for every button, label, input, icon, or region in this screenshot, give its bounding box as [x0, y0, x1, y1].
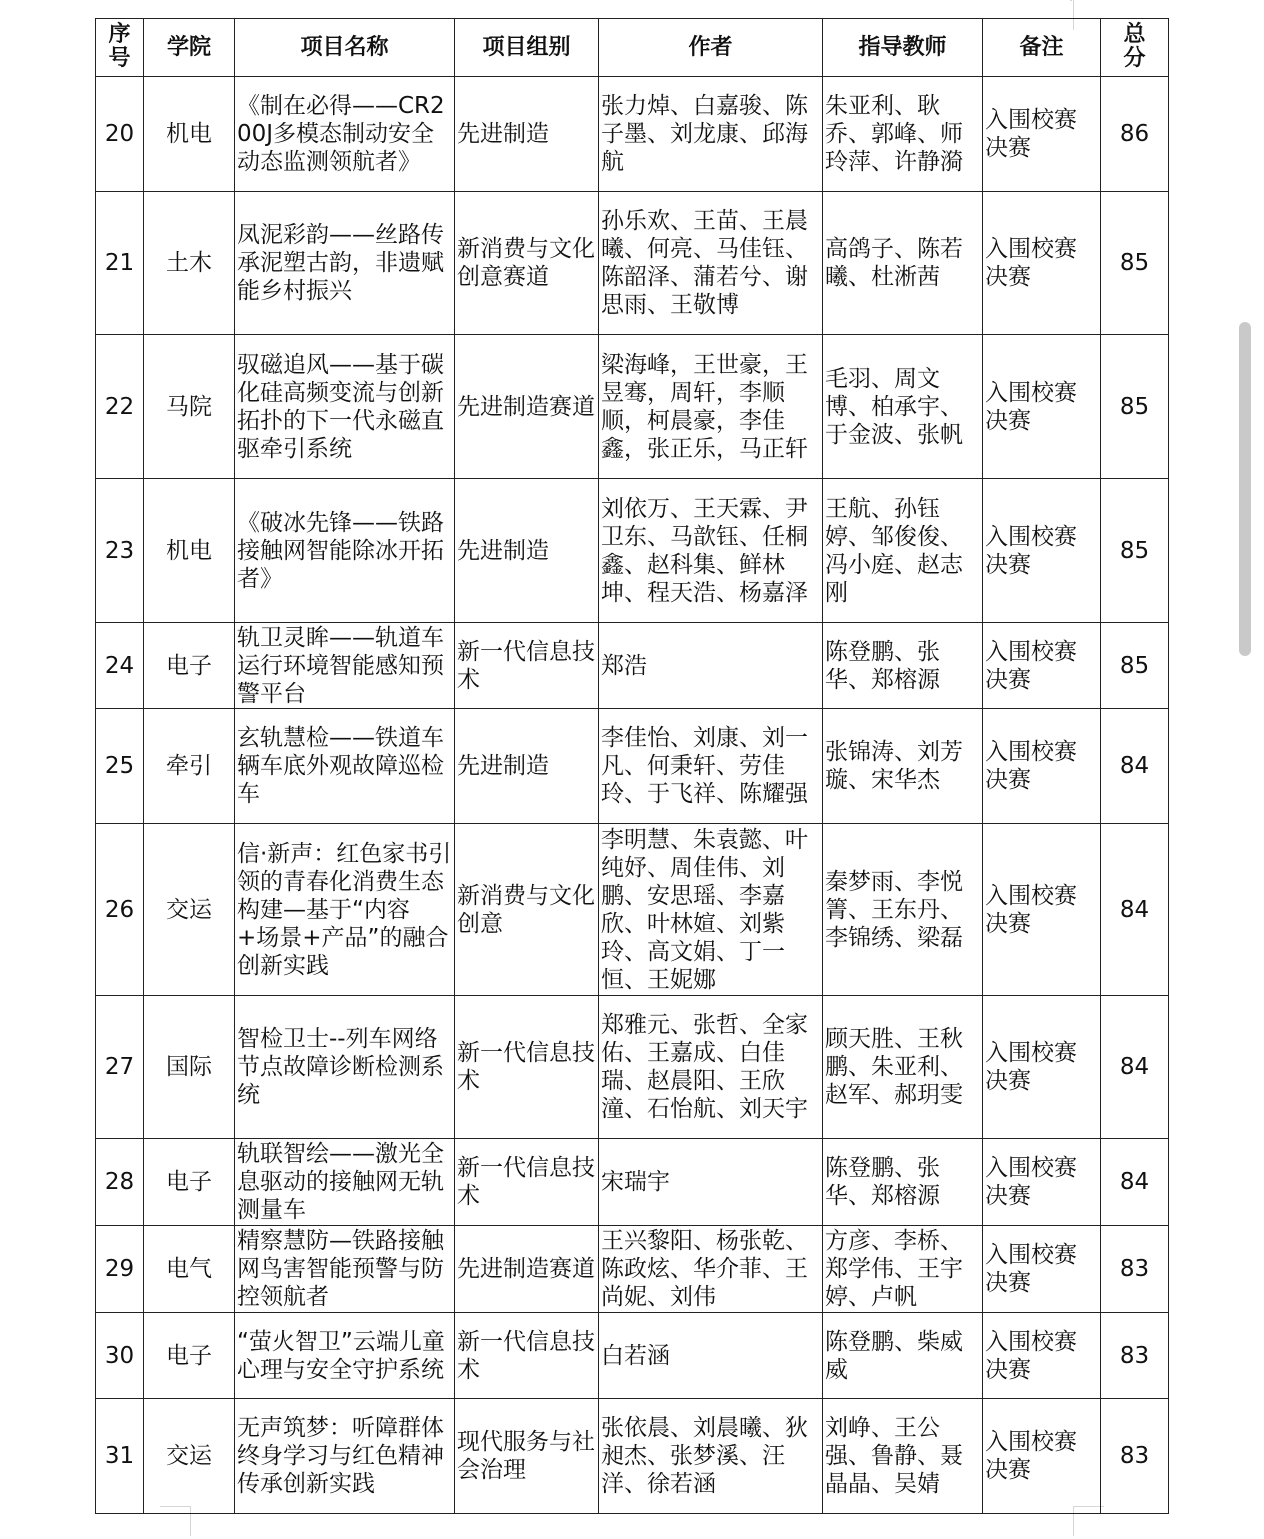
cell-group: 新一代信息技术	[455, 1139, 599, 1226]
cell-no: 21	[96, 192, 144, 335]
cell-group: 新消费与文化创意	[455, 824, 599, 996]
cell-no: 22	[96, 335, 144, 479]
cell-project: 信·新声：红色家书引领的青春化消费生态构建—基于“内容+场景+产品”的融合创新实践	[235, 824, 455, 996]
header-group: 项目组别	[455, 19, 599, 77]
crop-mark	[1070, 0, 1072, 1]
cell-score: 84	[1101, 996, 1169, 1139]
cell-no: 26	[96, 824, 144, 996]
header-remark: 备注	[983, 19, 1101, 77]
cell-advisors: 高鸽子、陈若曦、杜淅茜	[823, 192, 983, 335]
cell-project: “萤火智卫”云端儿童心理与安全守护系统	[235, 1313, 455, 1399]
table-row	[96, 709, 1169, 824]
cell-project: 智检卫士--列车网络节点故障诊断检测系统	[235, 996, 455, 1139]
cell-score: 85	[1101, 479, 1169, 623]
cell-group: 新一代信息技术	[455, 1313, 599, 1399]
cell-group: 先进制造赛道	[455, 335, 599, 479]
cell-project: 精察慧防—铁路接触网鸟害智能预警与防控领航者	[235, 1226, 455, 1313]
cell-group: 新消费与文化创意赛道	[455, 192, 599, 335]
scores-table	[95, 18, 1169, 1514]
cell-no: 24	[96, 623, 144, 709]
cell-score: 83	[1101, 1313, 1169, 1399]
cell-score: 85	[1101, 623, 1169, 709]
cell-college: 电子	[144, 1313, 235, 1399]
cell-advisors: 刘峥、王公强、鲁静、聂晶晶、吴婧	[823, 1399, 983, 1514]
cell-college: 电气	[144, 1226, 235, 1313]
cell-college: 电子	[144, 1139, 235, 1226]
table-row	[96, 77, 1169, 192]
cell-authors: 宋瑞宇	[599, 1139, 823, 1226]
cell-remark: 入围校赛决赛	[983, 1399, 1101, 1514]
cell-college: 电子	[144, 623, 235, 709]
cell-authors: 李佳怡、刘康、刘一凡、何秉轩、劳佳玲、于飞祥、陈耀强	[599, 709, 823, 824]
cell-advisors: 朱亚利、耿乔、郭峰、师玲萍、许静漪	[823, 77, 983, 192]
cell-college: 交运	[144, 824, 235, 996]
cell-authors: 孙乐欢、王苗、王晨曦、何亮、马佳钰、陈韶泽、蒲若兮、谢思雨、王敬博	[599, 192, 823, 335]
table-row	[96, 623, 1169, 709]
cell-group: 先进制造	[455, 479, 599, 623]
cell-advisors: 陈登鹏、张华、郑榕源	[823, 1139, 983, 1226]
cell-advisors: 陈登鹏、柴威威	[823, 1313, 983, 1399]
table-row	[96, 1313, 1169, 1399]
cell-score: 85	[1101, 335, 1169, 479]
cell-project: 《破冰先锋——铁路接触网智能除冰开拓者》	[235, 479, 455, 623]
cell-group: 新一代信息技术	[455, 996, 599, 1139]
header-college: 学院	[144, 19, 235, 77]
cell-project: 驭磁追风——基于碳化硅高频变流与创新拓扑的下一代永磁直驱牵引系统	[235, 335, 455, 479]
cell-authors: 郑浩	[599, 623, 823, 709]
header-advisors: 指导教师	[823, 19, 983, 77]
header-project: 项目名称	[235, 19, 455, 77]
cell-college: 马院	[144, 335, 235, 479]
cell-score: 83	[1101, 1226, 1169, 1313]
cell-group: 先进制造	[455, 709, 599, 824]
cell-authors: 王兴黎阳、杨张乾、陈政炫、华介菲、王尚妮、刘伟	[599, 1226, 823, 1313]
cell-college: 牵引	[144, 709, 235, 824]
cell-score: 85	[1101, 192, 1169, 335]
table-row	[96, 479, 1169, 623]
cell-remark: 入围校赛决赛	[983, 335, 1101, 479]
cell-score: 84	[1101, 824, 1169, 996]
cell-score: 83	[1101, 1399, 1169, 1514]
cell-no: 31	[96, 1399, 144, 1514]
cell-group: 现代服务与社会治理	[455, 1399, 599, 1514]
cell-college: 国际	[144, 996, 235, 1139]
vertical-scrollbar[interactable]	[1239, 322, 1251, 656]
table-row	[96, 1399, 1169, 1514]
cell-advisors: 毛羽、周文博、柏承宇、于金波、张帆	[823, 335, 983, 479]
table-row	[96, 192, 1169, 335]
header-authors: 作者	[599, 19, 823, 77]
cell-advisors: 张锦涛、刘芳璇、宋华杰	[823, 709, 983, 824]
cell-college: 土木	[144, 192, 235, 335]
cell-remark: 入围校赛决赛	[983, 192, 1101, 335]
cell-project: 轨联智绘——激光全息驱动的接触网无轨测量车	[235, 1139, 455, 1226]
header-no: 序号	[96, 19, 144, 77]
cell-score: 84	[1101, 709, 1169, 824]
cell-advisors: 顾天胜、王秋鹏、朱亚利、赵军、郝玥雯	[823, 996, 983, 1139]
cell-authors: 张依晨、刘晨曦、狄昶杰、张梦溪、汪洋、徐若涵	[599, 1399, 823, 1514]
table-row	[96, 335, 1169, 479]
cell-remark: 入围校赛决赛	[983, 996, 1101, 1139]
cell-no: 28	[96, 1139, 144, 1226]
cell-remark: 入围校赛决赛	[983, 1139, 1101, 1226]
cell-no: 27	[96, 996, 144, 1139]
table-header-row	[96, 19, 1169, 77]
cell-project: 玄轨慧检——铁道车辆车底外观故障巡检车	[235, 709, 455, 824]
cell-college: 交运	[144, 1399, 235, 1514]
cell-group: 先进制造	[455, 77, 599, 192]
cell-no: 23	[96, 479, 144, 623]
cell-authors: 刘依万、王天霖、尹卫东、马歆钰、任桐鑫、赵科集、鲜林坤、程天浩、杨嘉泽	[599, 479, 823, 623]
cell-no: 29	[96, 1226, 144, 1313]
cell-authors: 郑雅元、张哲、全家佑、王嘉成、白佳瑞、赵晨阳、王欣潼、石怡航、刘天宇	[599, 996, 823, 1139]
table-row	[96, 996, 1169, 1139]
cell-remark: 入围校赛决赛	[983, 77, 1101, 192]
cell-advisors: 陈登鹏、张华、郑榕源	[823, 623, 983, 709]
cell-score: 84	[1101, 1139, 1169, 1226]
cell-remark: 入围校赛决赛	[983, 1313, 1101, 1399]
table-row	[96, 824, 1169, 996]
cell-project: 凤泥彩韵——丝路传承泥塑古韵，非遗赋能乡村振兴	[235, 192, 455, 335]
cell-project: 无声筑梦：听障群体终身学习与红色精神传承创新实践	[235, 1399, 455, 1514]
table-row	[96, 1226, 1169, 1313]
cell-remark: 入围校赛决赛	[983, 1226, 1101, 1313]
cell-authors: 张力焯、白嘉骏、陈子墨、刘龙康、邱海航	[599, 77, 823, 192]
cell-no: 25	[96, 709, 144, 824]
cell-advisors: 方彦、李桥、郑学伟、王宇婷、卢帆	[823, 1226, 983, 1313]
cell-authors: 李明慧、朱袁懿、叶纯妤、周佳伟、刘鹏、安思瑶、李嘉欣、叶林媗、刘紫玲、高文娟、丁一恒、王妮娜	[599, 824, 823, 996]
cell-authors: 白若涵	[599, 1313, 823, 1399]
cell-college: 机电	[144, 479, 235, 623]
cell-advisors: 王航、孙钰婷、邹俊俊、冯小庭、赵志刚	[823, 479, 983, 623]
header-score: 总分	[1101, 19, 1169, 77]
cell-authors: 梁海峰，王世豪，王昱骞，周轩，李顺顺，柯晨豪，李佳鑫，张正乐，马正轩	[599, 335, 823, 479]
cell-project: 《制在必得——CR200J多模态制动安全动态监测领航者》	[235, 77, 455, 192]
cell-college: 机电	[144, 77, 235, 192]
cell-remark: 入围校赛决赛	[983, 824, 1101, 996]
cell-score: 86	[1101, 77, 1169, 192]
cell-remark: 入围校赛决赛	[983, 623, 1101, 709]
cell-group: 先进制造赛道	[455, 1226, 599, 1313]
cell-advisors: 秦梦雨、李悦箐、王东丹、李锦绣、梁磊	[823, 824, 983, 996]
cell-remark: 入围校赛决赛	[983, 479, 1101, 623]
cell-no: 30	[96, 1313, 144, 1399]
cell-no: 20	[96, 77, 144, 192]
cell-project: 轨卫灵眸——轨道车运行环境智能感知预警平台	[235, 623, 455, 709]
table-row	[96, 1139, 1169, 1226]
cell-group: 新一代信息技术	[455, 623, 599, 709]
cell-remark: 入围校赛决赛	[983, 709, 1101, 824]
